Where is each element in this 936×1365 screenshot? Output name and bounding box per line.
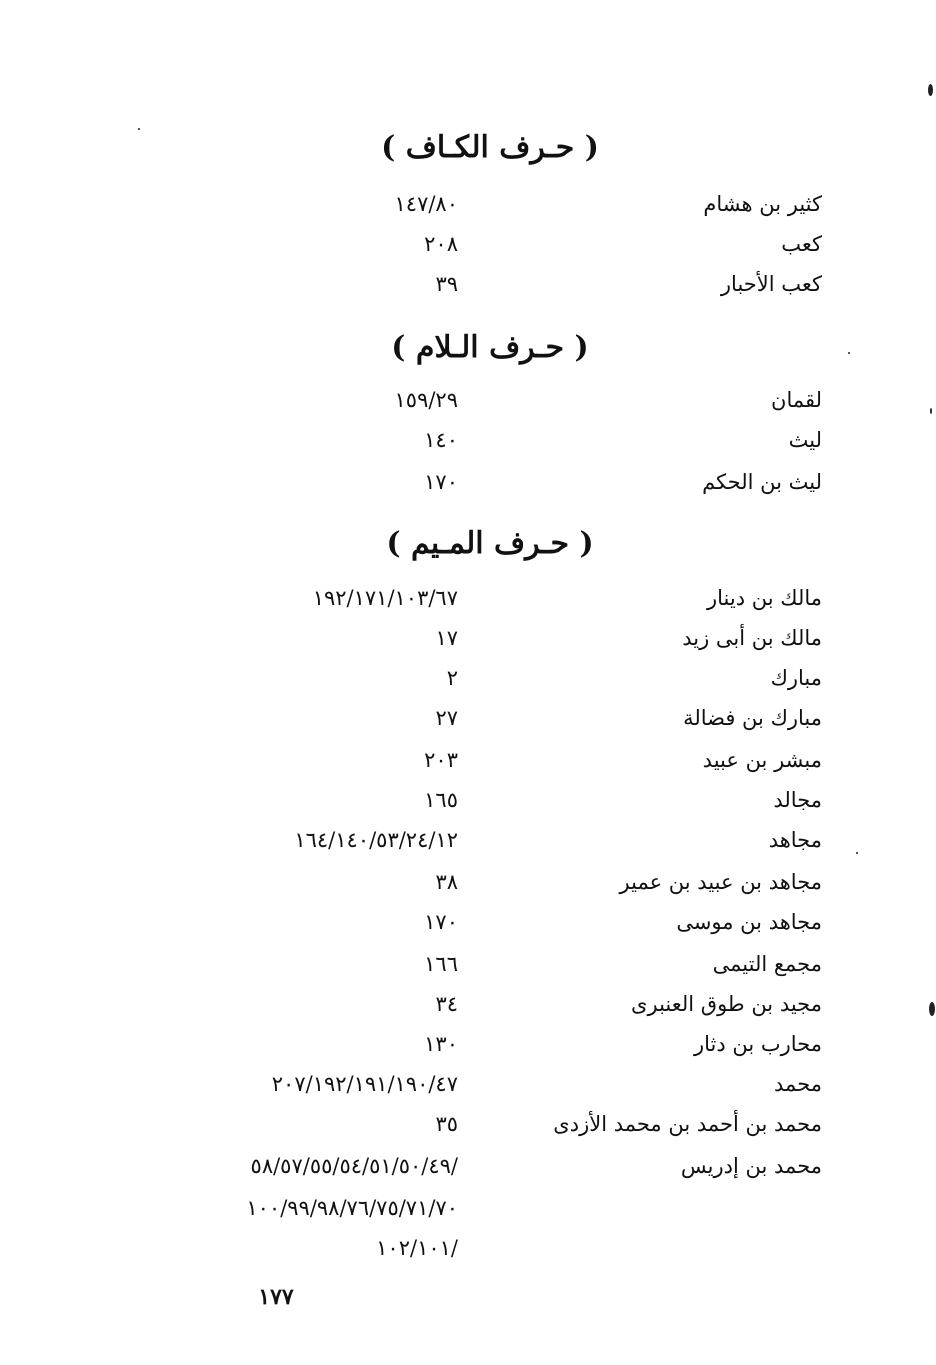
entry-name: محمد بن أحمد بن محمد الأزدى	[553, 1112, 822, 1136]
index-entry	[0, 382, 936, 418]
entry-pages: ١٠٠/٩٩/٩٨/٧٦/٧٥/٧١/٧٠	[246, 1196, 458, 1220]
index-entry	[0, 620, 936, 656]
entry-name: كثير بن هشام	[703, 192, 822, 216]
scan-speck	[856, 852, 858, 854]
entry-pages: ٢٠٧/١٩٢/١٩١/١٩٠/٤٧	[271, 1072, 458, 1096]
index-entry	[0, 986, 936, 1022]
entry-pages: ١٧٠	[424, 910, 458, 934]
entry-name: مبارك	[770, 666, 822, 690]
entry-pages: ٣٩	[435, 272, 458, 296]
index-entry	[0, 660, 936, 696]
entry-pages: ٣٤	[435, 992, 458, 1016]
entry-name: ليث	[788, 428, 822, 452]
entry-name: مجيد بن طوق العنبرى	[631, 992, 822, 1016]
entry-name: لقمان	[771, 388, 822, 412]
index-entry	[0, 742, 936, 778]
entry-name: محمد بن إدريس	[680, 1154, 822, 1178]
entry-name: مجاهد	[768, 828, 822, 852]
entry-pages: ١٦٥	[424, 788, 458, 812]
entry-pages: ٢٠٨	[424, 232, 458, 256]
scan-speck	[138, 128, 140, 130]
entry-name: مجاهد بن عبيد بن عمير	[619, 870, 822, 894]
index-entry	[0, 1106, 936, 1142]
entry-pages: /٥٨/٥٧/٥٥/٥٤/٥١/٥٠/٤٩	[250, 1154, 458, 1178]
entry-name: مبارك بن فضالة	[683, 706, 822, 730]
index-entry	[0, 946, 936, 982]
entry-pages: ١٧	[435, 626, 458, 650]
index-entry	[0, 1148, 936, 1184]
index-entry	[0, 266, 936, 302]
entry-pages: ١٥٩/٢٩	[394, 388, 458, 412]
entry-name: مجاهد بن موسى	[676, 910, 822, 934]
entry-name: مجالد	[773, 788, 822, 812]
index-entry	[0, 1026, 936, 1062]
index-entry-continuation	[0, 1230, 936, 1266]
index-entry	[0, 864, 936, 900]
scan-speck	[930, 408, 932, 414]
scan-speck	[928, 84, 933, 96]
entry-pages: ١٤٧/٨٠	[394, 192, 458, 216]
index-entry	[0, 464, 936, 500]
entry-name: كعب الأحبار	[720, 272, 822, 296]
entry-pages: ١٣٠	[424, 1032, 458, 1056]
page-number: ١٧٧	[258, 1284, 294, 1310]
entry-pages: ١٩٢/١٧١/١٠٣/٦٧	[312, 586, 458, 610]
section-heading-lam: ( حـرف الـلام )	[391, 330, 589, 365]
scan-speck	[848, 352, 850, 354]
index-entry	[0, 1066, 936, 1102]
section-heading-kaf: ( حـرف الكـاف )	[381, 130, 599, 165]
entry-name: كعب	[781, 232, 822, 256]
entry-pages: ١٦٦	[424, 952, 458, 976]
entry-pages: ٢٠٣	[424, 748, 458, 772]
index-entry	[0, 580, 936, 616]
scan-speck	[929, 1002, 935, 1016]
entry-name: مالك بن دينار	[707, 586, 822, 610]
index-entry	[0, 226, 936, 262]
index-entry	[0, 782, 936, 818]
index-entry	[0, 822, 936, 858]
index-entry	[0, 422, 936, 458]
entry-pages: ٢٧	[435, 706, 458, 730]
entry-pages: /١٠٢/١٠١	[376, 1236, 458, 1260]
entry-name: مبشر بن عبيد	[702, 748, 822, 772]
entry-name: مجمع التيمى	[712, 952, 822, 976]
section-heading-mim: ( حـرف المـيم )	[386, 526, 594, 561]
entry-pages: ٢	[446, 666, 458, 690]
index-entry	[0, 700, 936, 736]
entry-name: محارب بن دثار	[693, 1032, 822, 1056]
index-entry-continuation	[0, 1190, 936, 1226]
index-entry	[0, 186, 936, 222]
entry-pages: ٣٨	[435, 870, 458, 894]
entry-name: مالك بن أبى زيد	[682, 626, 822, 650]
entry-pages: ٣٥	[435, 1112, 458, 1136]
entry-name: ليث بن الحكم	[702, 470, 822, 494]
entry-pages: ١٤٠	[424, 428, 458, 452]
index-entry	[0, 904, 936, 940]
entry-pages: ١٦٤/١٤٠/٥٣/٢٤/١٢	[294, 828, 458, 852]
entry-name: محمد	[774, 1072, 822, 1096]
entry-pages: ١٧٠	[424, 470, 458, 494]
